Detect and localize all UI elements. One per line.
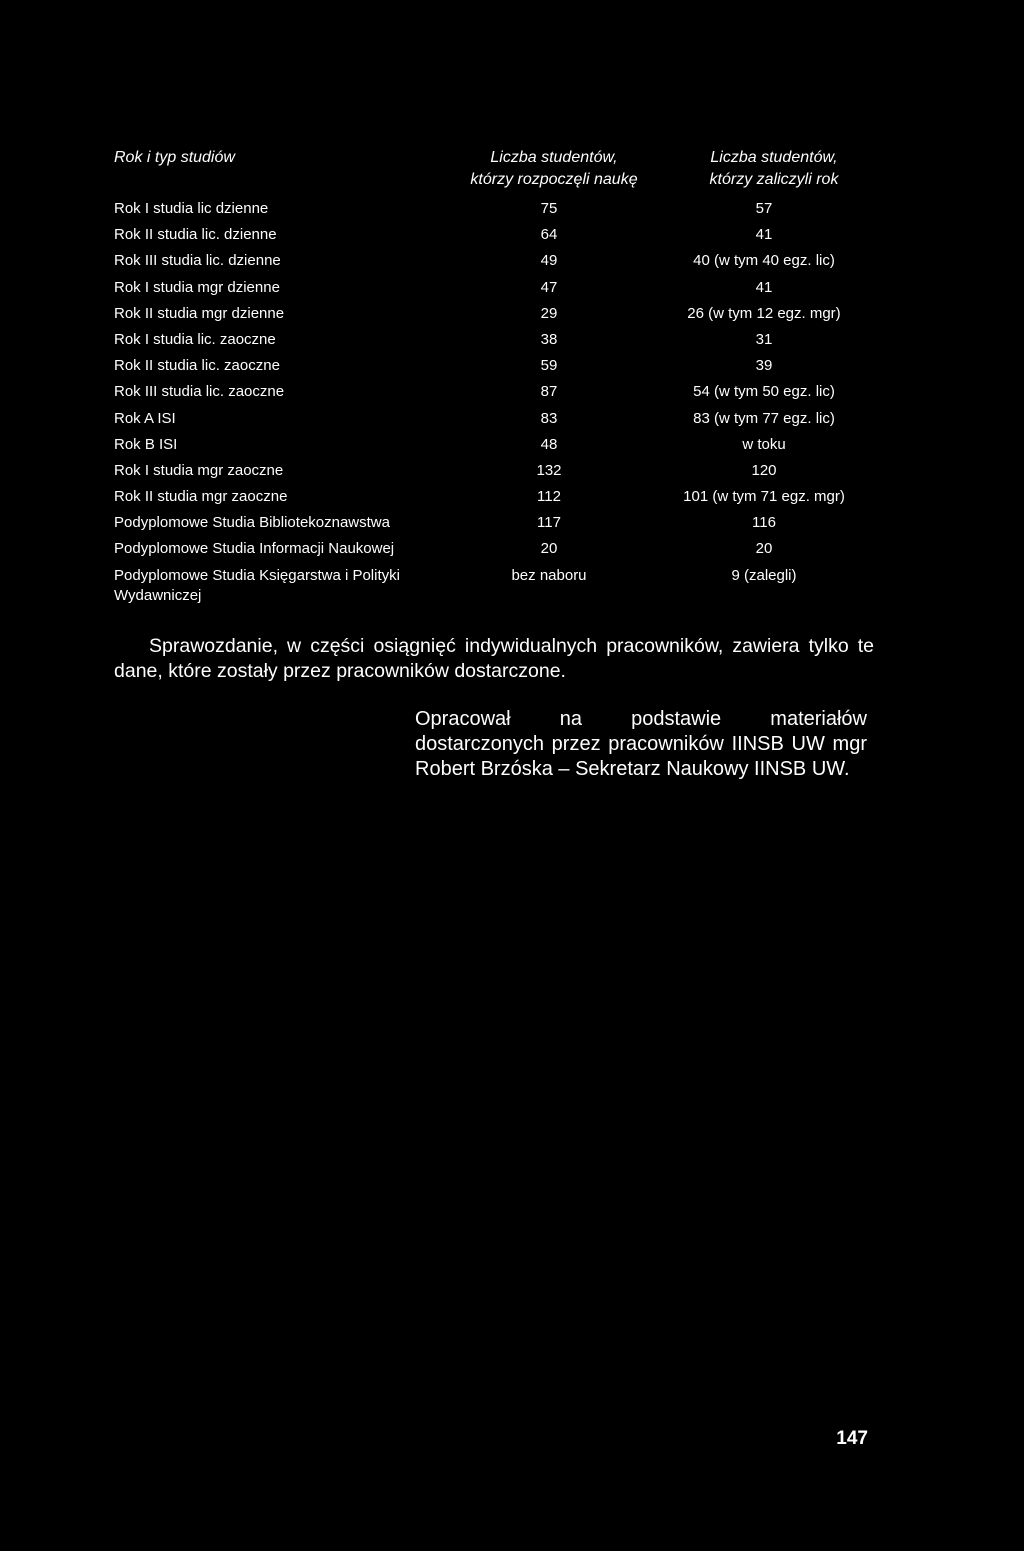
row-name: Rok III studia lic. zaoczne xyxy=(114,383,285,401)
table-row xyxy=(114,435,874,461)
row-started: 132 xyxy=(536,461,562,479)
row-started: 29 xyxy=(540,304,558,322)
table-row xyxy=(114,539,874,565)
row-passed: 101 (w tym 71 egz. mgr) xyxy=(683,488,845,506)
row-name: Podyplomowe Studia Bibliotekoznawstwa xyxy=(114,514,390,532)
table-row xyxy=(114,487,874,513)
row-started: 38 xyxy=(540,330,558,348)
table-row xyxy=(114,382,874,408)
table-row xyxy=(114,199,874,225)
row-name: Podyplomowe Studia Informacji Naukowej xyxy=(114,540,395,558)
header-passed xyxy=(674,147,874,191)
row-passed: 40 (w tym 40 egz. lic) xyxy=(693,252,835,270)
table-row xyxy=(114,356,874,382)
row-started: 83 xyxy=(540,409,558,427)
header-started-line2: którzy rozpoczęli naukę xyxy=(470,171,638,188)
row-name: Podyplomowe Studia Księgarstwa i Polityki Wydawniczej xyxy=(114,566,400,604)
table-row xyxy=(114,304,874,330)
table-row xyxy=(114,330,874,356)
row-name: Rok II studia mgr dzienne xyxy=(114,304,285,322)
table-header xyxy=(114,147,874,197)
row-name: Rok II studia lic. dzienne xyxy=(114,226,277,244)
report-note: Sprawozdanie, w części osiągnięć indywidualnych pracowników, zawiera tylko te dane, które zostały przez pracowników dostarczone. xyxy=(114,635,874,682)
row-passed: 26 (w tym 12 egz. mgr) xyxy=(687,304,841,322)
row-started: 75 xyxy=(540,200,558,217)
row-name: Rok I studia lic. zaoczne xyxy=(114,330,276,348)
header-year-type: Rok i typ studiów xyxy=(114,149,235,166)
row-passed: 83 (w tym 77 egz. lic) xyxy=(693,409,835,427)
row-started: 117 xyxy=(537,514,561,532)
row-passed: 9 (zalegli) xyxy=(731,566,797,584)
row-name: Rok I studia mgr dzienne xyxy=(114,278,280,296)
row-passed: 57 xyxy=(755,200,773,217)
signature-block: Opracował na podstawie materiałów dostarczonych przez pracowników IINSB UW mgr Robert Brzóska – Sekretarz Naukowy IINSB UW. xyxy=(415,708,867,780)
header-passed-line1: Liczba studentów, xyxy=(710,149,838,166)
row-started: 48 xyxy=(540,435,558,453)
table-row xyxy=(114,409,874,435)
table-row xyxy=(114,225,874,251)
row-name: Rok B ISI xyxy=(114,435,178,453)
header-started-line1: Liczba studentów, xyxy=(490,149,618,166)
row-passed: 54 (w tym 50 egz. lic) xyxy=(693,383,835,401)
row-name: Rok III studia lic. dzienne xyxy=(114,252,281,270)
row-passed: 41 xyxy=(755,278,773,296)
page-number: 147 xyxy=(836,1428,868,1449)
row-passed: 41 xyxy=(755,226,773,244)
row-started: 49 xyxy=(540,252,558,270)
row-passed: 31 xyxy=(755,330,773,348)
row-name: Rok II studia mgr zaoczne xyxy=(114,488,288,506)
table-row xyxy=(114,566,874,614)
row-started: 59 xyxy=(540,357,558,375)
row-passed: 39 xyxy=(755,357,773,375)
row-started: bez naboru xyxy=(511,566,587,584)
row-started: 64 xyxy=(540,226,558,244)
row-name: Rok I studia lic dzienne xyxy=(114,200,269,217)
students-table xyxy=(114,147,874,604)
table-row xyxy=(114,513,874,539)
row-passed: 120 xyxy=(751,461,777,479)
table-body xyxy=(114,199,874,614)
header-started xyxy=(454,147,654,191)
row-passed: 116 xyxy=(752,514,776,532)
row-started: 47 xyxy=(540,278,558,296)
row-passed: w toku xyxy=(742,435,786,453)
row-name: Rok II studia lic. zaoczne xyxy=(114,357,280,375)
row-name: Rok I studia mgr zaoczne xyxy=(114,461,284,479)
table-row xyxy=(114,278,874,304)
row-started: 112 xyxy=(537,488,561,506)
table-row xyxy=(114,461,874,487)
row-started: 87 xyxy=(540,383,558,401)
row-name: Rok A ISI xyxy=(114,409,176,427)
header-passed-line2: którzy zaliczyli rok xyxy=(709,171,839,188)
row-started: 20 xyxy=(540,540,558,558)
table-row xyxy=(114,251,874,277)
row-passed: 20 xyxy=(755,540,773,558)
